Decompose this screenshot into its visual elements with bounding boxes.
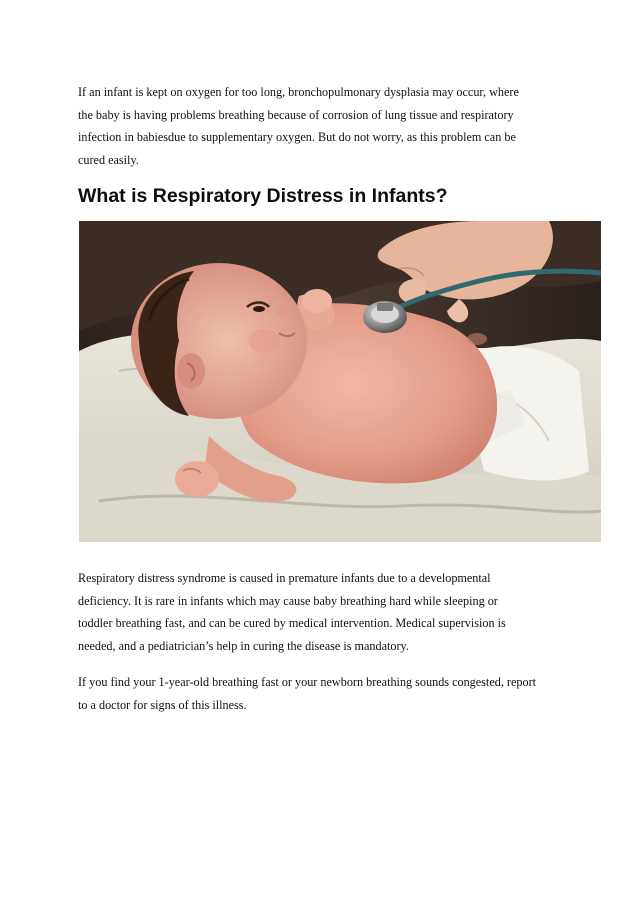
body-line-4: needed, and a pediatrician’s help in curing the disease is mandatory. bbox=[78, 638, 409, 653]
intro-line-4: cured easily. bbox=[78, 152, 139, 167]
infant-stethoscope-photo bbox=[79, 221, 601, 542]
body-line-1: Respiratory distress syndrome is caused in premature infants due to a developmental bbox=[78, 571, 491, 585]
closing-line-1: If you find your 1-year-old breathing fast or your newborn breathing sounds congested, report bbox=[78, 675, 537, 689]
intro-paragraph bbox=[78, 81, 578, 171]
intro-line-1: If an infant is kept on oxygen for too long, bronchopulmonary dysplasia may occur, where bbox=[78, 85, 519, 99]
intro-line-3: infection in babiesdue to supplementary oxygen. But do not worry, as this problem can be bbox=[78, 130, 516, 144]
body-line-3: toddler breathing fast, and can be cured by medical intervention. Medical supervision is bbox=[78, 616, 506, 630]
closing-line-2: to a doctor for signs of this illness. bbox=[78, 697, 247, 712]
body-line-2: deficiency. It is rare in infants which may cause baby breathing hard while sleeping or bbox=[78, 593, 498, 608]
closing-paragraph bbox=[78, 671, 578, 716]
body-paragraph bbox=[78, 567, 578, 657]
intro-line-2: the baby is having problems breathing because of corrosion of lung tissue and respiratory bbox=[78, 107, 514, 122]
section-heading: What is Respiratory Distress in Infants? bbox=[78, 185, 448, 207]
